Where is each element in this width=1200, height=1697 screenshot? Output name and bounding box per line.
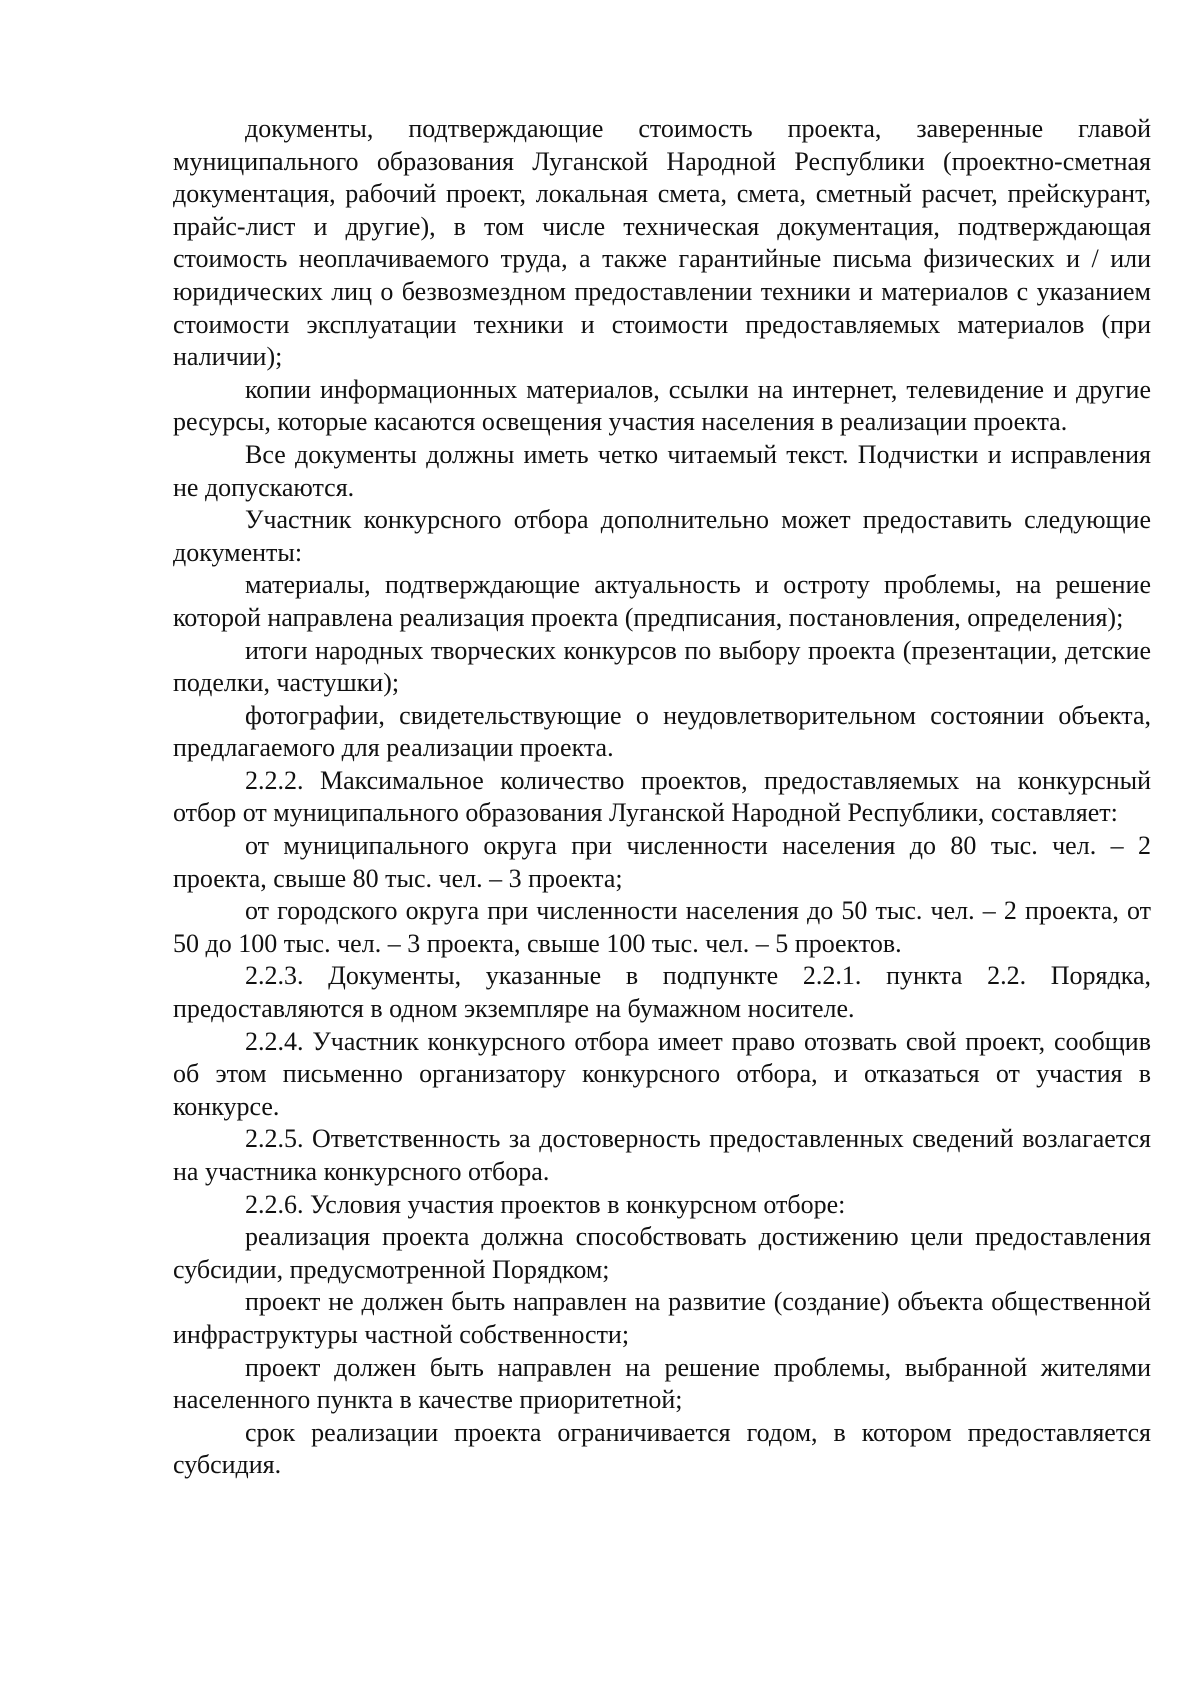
paragraph-city-district: от городского округа при численности населения до 50 тыс. чел. – 2 проекта, от 50 до 100 тыс. чел. – 3 проекта, свыше 100 тыс. чел. – 5 проектов. [173,896,1151,958]
paragraph-priority-problem: проект должен быть направлен на решение проблемы, выбранной жителями населенного пункта в качестве приоритетной; [173,1352,1151,1415]
paragraph-implementation-term: срок реализации проекта ограничивается годом, в котором предоставляется субсидия. [173,1417,1151,1480]
paragraph-problem-materials: материалы, подтверждающие актуальность и остроту проблемы, на решение которой направлена реализация проекта (предписания, постановления, определения); [173,570,1151,632]
paragraph-creative-contests: итоги народных творческих конкурсов по выбору проекта (презентации, детские поделки, частушки); [173,635,1151,698]
paragraph-municipal-district: от муниципального округа при численности населения до 80 тыс. чел. – 2 проекта, свыше 80 тыс. чел. – 3 проекта; [173,831,1151,893]
paragraph-cost-documents: документы, подтверждающие стоимость проекта, заверенные главой муниципального образования Луганской Народной Республики (проектно-сметная документация, рабочий проект, локальная смета, смета, сметный расчет, прейскурант, прайс-лист и другие), в том числе техническая документация, подтверждающая стоимость неоплачиваемого труда, а также гарантийные письма физических и / или юридических лиц о безвозмездном предоставлении техники и материалов с указанием стоимости эксплуатации техники и стоимости предоставляемых материалов (при наличии); [173,114,1151,372]
paragraph-2-2-6: 2.2.6. Условия участия проектов в конкурсном отборе: [245,1189,846,1219]
paragraph-2-2-5: 2.2.5. Ответственность за достоверность предоставленных сведений возлагается на участника конкурсного отбора. [173,1124,1151,1186]
paragraph-2-2-4: 2.2.4. Участник конкурсного отбора имеет право отозвать свой проект, сообщив об этом письменно организатору конкурсного отбора, и отказаться от участия в конкурсе. [173,1026,1151,1121]
document-page [173,113,1151,1482]
paragraph-info-materials: копии информационных материалов, ссылки на интернет, телевидение и другие ресурсы, которые касаются освещения участия населения в реализации проекта. [173,374,1151,437]
paragraph-readable-text: Все документы должны иметь четко читаемый текст. Подчистки и исправления не допускаются. [173,439,1151,502]
paragraph-additional-documents: Участник конкурсного отбора дополнительно может предоставить следующие документы: [173,505,1151,567]
paragraph-subsidy-goal: реализация проекта должна способствовать достижению цели предоставления субсидии, предусмотренной Порядком; [173,1222,1151,1284]
paragraph-photos: фотографии, свидетельствующие о неудовлетворительном состоянии объекта, предлагаемого для реализации проекта. [173,700,1151,763]
paragraph-private-property: проект не должен быть направлен на развитие (создание) объекта общественной инфраструктуры частной собственности; [173,1287,1151,1349]
paragraph-2-2-2: 2.2.2. Максимальное количество проектов, предоставляемых на конкурсный отбор от муниципального образования Луганской Народной Республики, составляет: [173,765,1151,828]
paragraph-2-2-3: 2.2.3. Документы, указанные в подпункте 2.2.1. пункта 2.2. Порядка, предоставляются в одном экземпляре на бумажном носителе. [173,961,1151,1024]
